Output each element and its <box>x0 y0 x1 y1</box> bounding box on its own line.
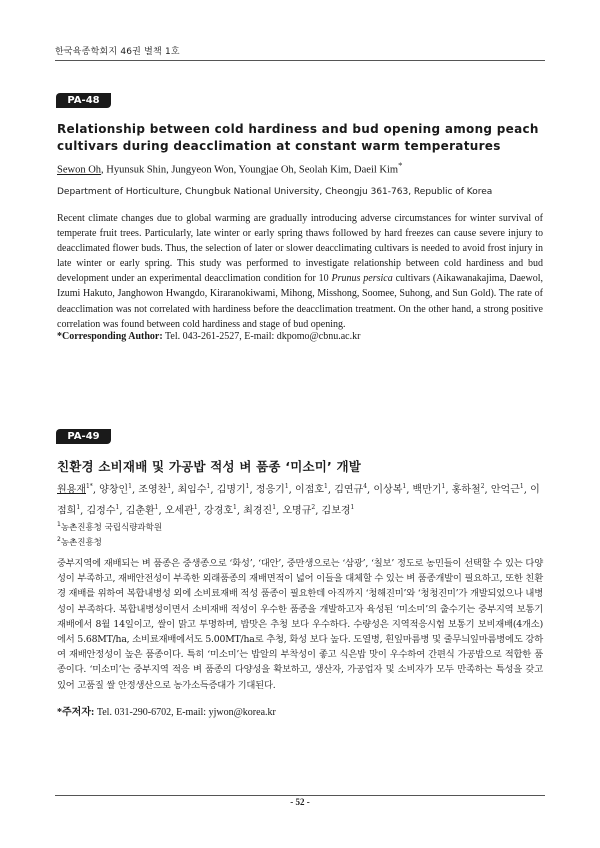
header-rule <box>55 60 545 61</box>
author-name: 김연규 <box>334 484 364 496</box>
author-name: 김보경 <box>321 505 351 517</box>
affiliation-name: 농촌진흥청 국립식량과학원 <box>60 522 163 533</box>
affiliation-mark: 2 <box>57 535 61 543</box>
author-affiliation-mark: 2 <box>311 504 316 512</box>
author-affiliation-mark: 1* <box>85 483 93 490</box>
author-affiliation-mark: 1 <box>284 483 289 490</box>
author-name: 김춘환 <box>125 505 155 517</box>
affiliation-name: 농촌진흥청 <box>60 537 102 548</box>
presenting-author: Sewon Oh <box>57 164 102 176</box>
corresponding-author <box>57 703 276 718</box>
article-title: Relationship between cold hardiness and bud opening among peach cultivars during deacclimation at constant warm temperatures <box>57 122 539 153</box>
author-name: 최임수 <box>177 484 207 496</box>
author-name: 안억근 <box>490 484 520 496</box>
author-name: 백만기 <box>412 484 442 496</box>
corresponding-label: *주저자: <box>57 707 95 718</box>
article-title: 친환경 소비재배 및 가공밥 적성 벼 품종 ‘미소미’ 개발 <box>57 459 362 474</box>
affiliation-mark: 1 <box>57 521 61 528</box>
article-id-badge: PA-48 <box>56 93 111 108</box>
footer-rule <box>55 795 545 796</box>
affiliation-line <box>57 534 162 549</box>
abstract: 중부지역에 재배되는 벼 품종은 중생종으로 ‘화성’, ‘대안’, 중만생으로는 ‘삼광’, ‘칠보’ 정도로 농민들이 선택할 수 있는 다양성이 부족하고, 재배안전성이 부족한 외래품종의 재배면적이 넓어 이들을 대체할 수 있는 벼 품종개발이 필요하고, 또한 친환경 재배를 위하여 복합내병성 외에 소비료재배 적성 품종이 필요한데 아직까지 ‘청해진미’와 ‘청청진미’가 개발되었으나 내병성이 부족하다. 복합내병성이면서 소비재배 적성이 우수한 품종을 개발하고자 육성된 ‘미소미’의 출수기는 중부지역 보통기 재배에서 8월 14일이고, 쌀이 맑고 투명하며, 밥맛은 추청 보다 우수하다. 수량성은 지역적응시험 보통기 보비재배(4개소)에서 5.68MT/ha, 소비료재배에서도 5.00MT/ha로 추청, 화성 보다 높다. 도열병, 흰잎마름병 및 줄무늬잎마름병에도 강하여 재배안정성이 높은 품종이다. 특히 ‘미소미’는 밥알의 부착성이 좋고 식은밥 맛이 우수하여 간편식 가공밥으로 적합한 품종이다. ‘미소미’는 중부지역 적응 벼 품종의 다양성을 확보하고, 생산자, 가공업자 및 소비자가 모두 만족하는 특성을 갖고 있어 고품질 쌀 안정생산으로 농가소득증대가 기대된다. <box>57 558 543 691</box>
author-affiliation-mark: 1 <box>128 483 132 490</box>
affiliation-list <box>57 519 162 549</box>
species-name: Prunus persica <box>331 273 393 285</box>
author-affiliation-mark: 1 <box>233 504 237 512</box>
author-affiliation-mark: 1 <box>402 483 407 490</box>
corresponding-contact: Tel. 043-261-2527, E-mail: dkpomo@cbnu.ac.kr <box>162 331 361 342</box>
author-affiliation-mark: 1 <box>350 504 355 512</box>
author-affiliation-mark: 1 <box>272 504 277 512</box>
corresponding-contact: Tel. 031-290-6702, E-mail: yjwon@korea.kr <box>94 707 276 718</box>
author-name: 최경진 <box>243 505 273 517</box>
page-number: - 52 - <box>290 797 310 807</box>
abstract: Recent climate changes due to global warming are gradually introducing adverse circumstances for winter survival of temperate fruit trees. Particularly, late winter or early spring thaws followed by hard freezes can cause severe injury to deacclimated flower buds. Thus, the selection of later or slower deacclimating cultivars is needed to avoid frost injury in late winter or early spring. This study was performed to investigate relationship between cold hardiness and bud development under an experimental deacclimation condition for 10 Prunus persica cultivars (Aikawanakajima, Daewol, Izumi Hakuto, Janghowon Hwangdo, Kiraranokiwami, Mihong, Misshong, Soomee, Suhong, and Sun Gold). The rate of deacclimation was not correlated with hardiness before the deacclimation treatment. On the other hand, a strong positive correlation was found between cold hardiness and stage of bud opening. <box>57 213 543 330</box>
author-list <box>57 160 402 176</box>
author-list: 원용재$^{1*}$, 양창인$^1$, 조영찬$^1$, 최임수$^1$, 김명기$^1$, 정응기$^1$, 이점호$^1$, 김연규$^4$, 이상복$^1$, 백만기$^1$, 홍하철$^2$, 안억근$^1$, 이점희$^1$, 김정수$^1$, 김춘환$^1$, 오세관$^1$, 강경호$^1$, 최경진$^1$, 오명규$^2$, 김보경$^1$ <box>57 483 540 517</box>
article-id-badge: PA-49 <box>56 429 111 444</box>
author-name: 홍하철 <box>451 484 481 496</box>
author-affiliation-mark: 1 <box>324 483 328 490</box>
author-name: 이상복 <box>373 484 403 496</box>
author-name: 양창인 <box>99 484 129 496</box>
author-name: 조영찬 <box>138 484 168 496</box>
running-header: 한국육종학회지 46권 별책 1호 <box>55 47 180 57</box>
author-name: 이점호 <box>295 484 325 496</box>
author-affiliation-mark: 4 <box>363 483 368 490</box>
affiliation: Department of Horticulture, Chungbuk National University, Cheongju 361-763, Republic of Korea <box>57 187 493 197</box>
presenting-author: 원용재 <box>57 484 86 496</box>
author-affiliation-mark: 1 <box>519 483 524 490</box>
author-affiliation-mark: 1 <box>193 504 198 512</box>
author-name: 김명기 <box>216 484 246 496</box>
author-affiliation-mark: 1 <box>167 483 172 490</box>
author-affiliation-mark: 1 <box>245 483 250 490</box>
author-name: 이점희 <box>57 484 540 517</box>
author-affiliation-mark: 1 <box>441 483 446 490</box>
author-name: 오명규 <box>282 505 312 517</box>
author-affiliation-mark: 2 <box>480 483 485 490</box>
author-name: 김정수 <box>86 505 116 517</box>
author-affiliation-mark: 1 <box>154 504 159 512</box>
author-affiliation-mark: 1 <box>206 483 211 490</box>
author-affiliation-mark: 1 <box>115 504 120 512</box>
author-affiliation-mark: 1 <box>76 504 81 512</box>
corresponding-mark: * <box>398 160 403 170</box>
corresponding-author <box>57 331 360 342</box>
corresponding-label: *Corresponding Author: <box>57 331 163 342</box>
author-name: 강경호 <box>204 505 234 517</box>
co-authors: , Hyunsuk Shin, Jungyeon Won, Youngjae Oh, Seolah Kim, Daeil Kim <box>101 164 399 176</box>
author-name: 정응기 <box>255 484 285 496</box>
affiliation-line <box>57 519 162 534</box>
author-name: 오세관 <box>164 505 194 517</box>
